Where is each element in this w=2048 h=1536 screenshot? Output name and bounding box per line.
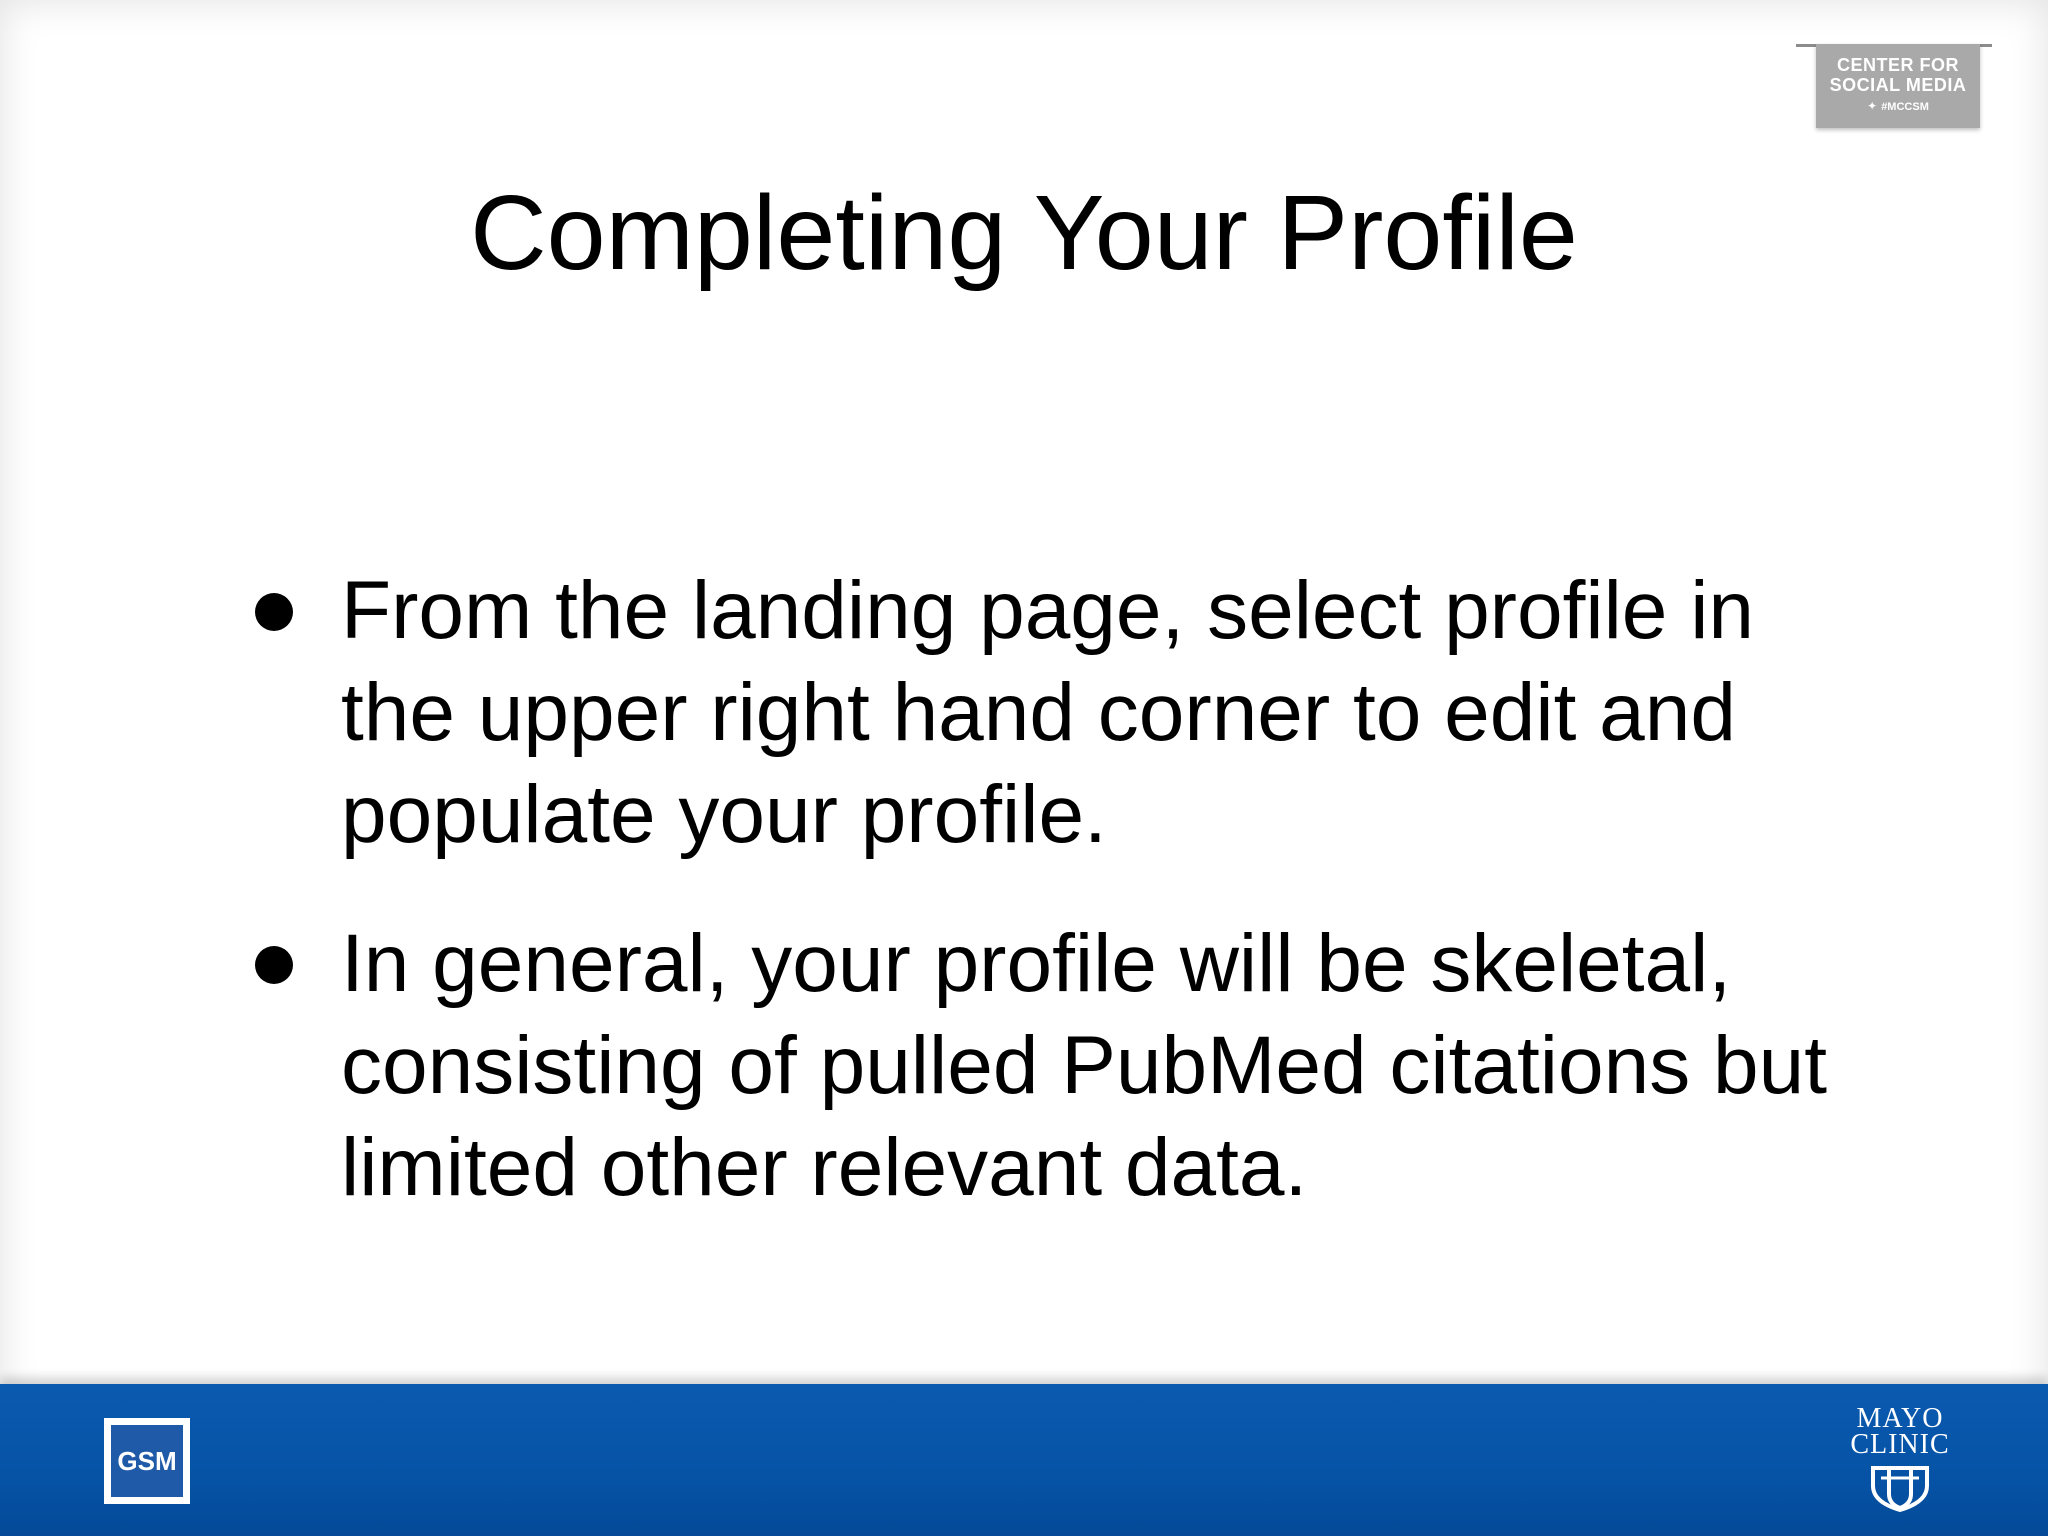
center-for-social-media-badge [1816,44,1980,128]
footer-bar [0,1384,2048,1536]
mayo-logo-line-1: MAYO [1856,1403,1944,1434]
badge-hashtag-row [1816,97,1980,116]
bullet-item [240,560,1880,866]
mayo-logo-line-2: CLINIC [1850,1429,1950,1460]
bullet-text: From the landing page, select profile in the upper right hand corner to edit and populate your profile. [341,565,1755,860]
badge-line-2: SOCIAL MEDIA [1829,75,1967,95]
gsm-logo-text: GSM [111,1425,183,1497]
mayo-shield-icon [1865,1464,1935,1512]
badge-hashtag: #MCCSM [1881,101,1929,113]
twitter-bird-icon: ✦ [1867,99,1878,113]
badge-line-1: CENTER FOR [1837,55,1959,75]
gsm-logo [104,1418,190,1504]
mayo-clinic-logo [1848,1403,1952,1516]
bullet-list [240,560,1880,1266]
slide-title: Completing Your Profile [470,174,1578,292]
bullet-dot-icon [255,946,293,984]
bullet-dot-icon [255,593,293,631]
bullet-item [240,913,1880,1219]
bullet-text: In general, your profile will be skeletal, consisting of pulled PubMed citations but limited other relevant data. [341,918,1828,1213]
